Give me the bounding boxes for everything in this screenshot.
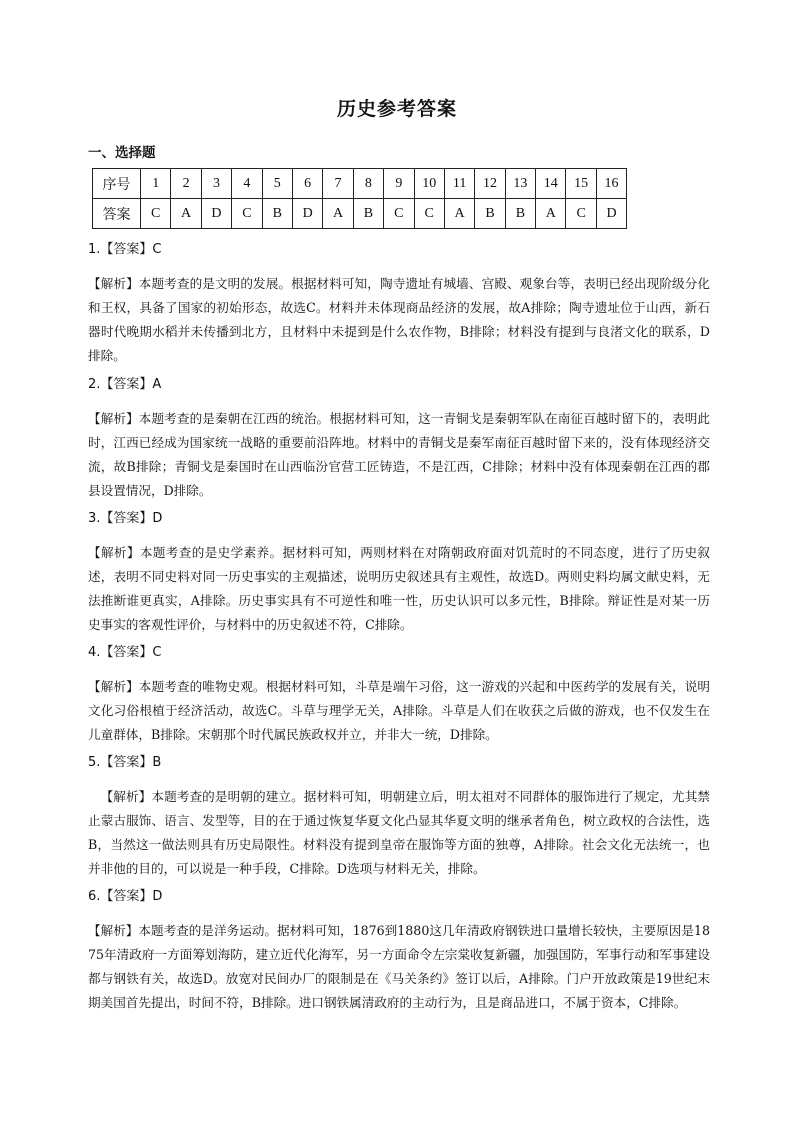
number-cell: 2 [171, 169, 201, 199]
question-answer-heading: 1.【答案】C [88, 242, 162, 257]
question-explanation: 【解析】本题考查的是洋务运动。据材料可知，1876到1880这几年清政府钢铁进口量增长较快，主要原因是1875年清政府一方面筹划海防，建立近代化海军，另一方面命令左宗棠收复新疆，加强国防，军事行动和军事建设都与钢铁有关，故选D。放宽对民间办厂的限制是在《马关条约》签订以后，A排除。门户开放政策是19世纪末期美国首先提出，时间不符，B排除。进口钢铁属清政府的主动行为，且是商品进口，不属于资本，C排除。 [88, 923, 710, 1010]
number-cell: 5 [262, 169, 292, 199]
section-heading: 一、选择题 [88, 145, 156, 161]
page-title: 历史参考答案 [336, 98, 457, 120]
number-cell: 7 [323, 169, 353, 199]
answer-cell: A [444, 199, 474, 229]
answer-table [92, 168, 627, 229]
question-explanation: 【解析】本题考查的是文明的发展。根据材料可知，陶寺遗址有城墙、宫殿、观象台等，表明已经出现阶级分化和王权，具备了国家的初始形态，故选C。材料并未体现商品经济的发展，故A排除；陶寺遗址位于山西，新石器时代晚期水稻并未传播到北方，且材料中未提到是什么农作物，B排除；材料没有提到与良渚文化的联系，D排除。 [88, 276, 710, 363]
question-explanation: 【解析】本题考查的是秦朝在江西的统治。根据材料可知，这一青铜戈是秦朝军队在南征百越时留下的，表明此时，江西已经成为国家统一战略的重要前沿阵地。材料中的青铜戈是秦军南征百越时留下来的，没有体现经济交流，故B排除；青铜戈是秦国时在山西临汾官营工匠铸造，不是江西，C排除；材料中没有体现秦朝在江西的郡县设置情况，D排除。 [88, 411, 710, 498]
answer-cell: B [505, 199, 535, 229]
answer-cell: C [232, 199, 262, 229]
question-explanation: 【解析】本题考查的是明朝的建立。据材料可知，明朝建立后，明太祖对不同群体的服饰进行了规定，尤其禁止蒙古服饰、语言、发型等，目的在于通过恢复华夏文化凸显其华夏文明的继承者角色，树立政权的合法性，选B，当然这一做法则具有历史局限性。材料没有提到皇帝在服饰等方面的独尊，A排除。社会文化无法统一，也并非他的目的，可以说是一种手段，C排除。D选项与材料无关，排除。 [88, 789, 710, 876]
number-cell: 12 [475, 169, 505, 199]
answer-row [93, 199, 627, 229]
number-cell: 16 [596, 169, 626, 199]
number-cell: 10 [414, 169, 444, 199]
question-explanation: 【解析】本题考查的是史学素养。据材料可知，两则材料在对隋朝政府面对饥荒时的不同态度，进行了历史叙述，表明不同史料对同一历史事实的主观描述，说明历史叙述具有主观性，故选D。两则史料均属文献史料，无法推断谁更真实，A排除。历史事实具有不可逆性和唯一性，历史认识可以多元性，B排除。辩证性是对某一历史事实的客观性评价，与材料中的历史叙述不符，C排除。 [88, 545, 710, 632]
number-cell: 11 [444, 169, 474, 199]
number-cell: 4 [232, 169, 262, 199]
answer-cell: C [384, 199, 414, 229]
question-3 [88, 510, 710, 637]
number-cell: 8 [353, 169, 383, 199]
question-answer-heading: 2.【答案】A [88, 377, 162, 392]
number-cell: 6 [292, 169, 322, 199]
answer-cell: D [201, 199, 231, 229]
question-answer-heading: 3.【答案】D [88, 511, 163, 526]
answer-cell: B [262, 199, 292, 229]
answer-cell: B [475, 199, 505, 229]
number-cell: 3 [201, 169, 231, 199]
question-explanation: 【解析】本题考查的唯物史观。根据材料可知，斗草是端午习俗，这一游戏的兴起和中医药学的发展有关，说明文化习俗根植于经济活动，故选C。斗草与理学无关，A排除。斗草是人们在收获之后做的游戏，也不仅发生在儿童群体，B排除。宋朝那个时代属民族政权并立，并非大一统，D排除。 [88, 679, 710, 742]
row-label-answer: 答案 [93, 199, 141, 229]
answer-cell: A [171, 199, 201, 229]
number-cell: 15 [566, 169, 596, 199]
answer-cell: D [292, 199, 322, 229]
number-cell: 14 [536, 169, 566, 199]
answer-cell: C [141, 199, 171, 229]
question-answer-heading: 6.【答案】D [88, 889, 163, 904]
question-1 [88, 241, 710, 368]
answer-cell: D [596, 199, 626, 229]
row-label-number: 序号 [93, 169, 141, 199]
number-cell: 13 [505, 169, 535, 199]
question-2 [88, 376, 710, 503]
number-cell: 9 [384, 169, 414, 199]
question-4 [88, 644, 710, 747]
answer-cell: C [566, 199, 596, 229]
number-cell: 1 [141, 169, 171, 199]
question-answer-heading: 5.【答案】B [88, 755, 162, 770]
question-5 [88, 754, 710, 881]
answer-cell: B [353, 199, 383, 229]
question-answer-heading: 4.【答案】C [88, 645, 162, 660]
number-row [93, 169, 627, 199]
answer-cell: A [536, 199, 566, 229]
question-6 [88, 888, 710, 1015]
answer-cell: C [414, 199, 444, 229]
answer-cell: A [323, 199, 353, 229]
